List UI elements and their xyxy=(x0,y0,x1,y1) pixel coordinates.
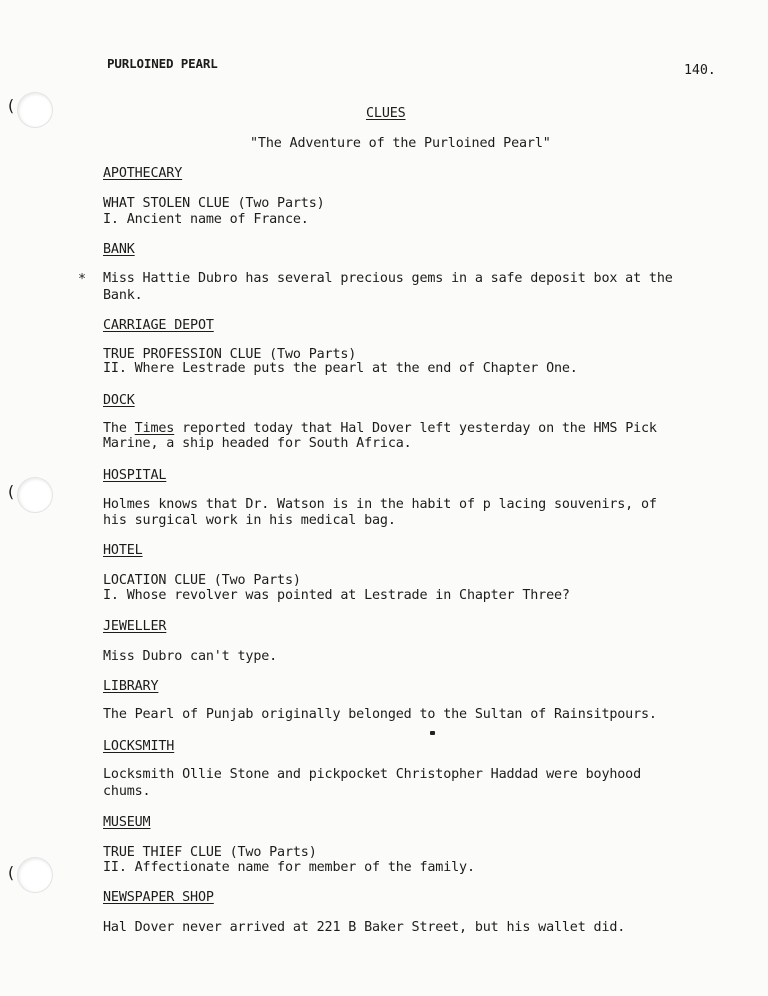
stray-ink-mark xyxy=(430,731,435,735)
section-heading-carriage-depot: CARRIAGE DEPOT xyxy=(103,318,214,333)
clue-text: The Pearl of Punjab originally belonged to the Sultan of Rainsitpours. xyxy=(103,707,657,722)
running-title: PURLOINED PEARL xyxy=(107,56,218,71)
hole-mark: ( xyxy=(6,863,16,882)
hole-mark: ( xyxy=(6,96,16,115)
clue-text: Bank. xyxy=(103,288,143,303)
section-heading-jeweller: JEWELLER xyxy=(103,619,167,634)
section-heading-hotel: HOTEL xyxy=(103,543,143,558)
page-subtitle: "The Adventure of the Purloined Pearl" xyxy=(250,136,551,151)
hole-mark: ( xyxy=(6,482,16,501)
section-heading-dock: DOCK xyxy=(103,393,135,408)
clue-text: I. Ancient name of France. xyxy=(103,212,309,227)
clue-text: chums. xyxy=(103,784,151,799)
section-heading-bank: BANK xyxy=(103,242,135,257)
section-heading-hospital: HOSPITAL xyxy=(103,468,167,483)
binder-hole-top xyxy=(17,92,53,128)
clue-text: II. Affectionate name for member of the family. xyxy=(103,860,475,875)
page-title: CLUES xyxy=(366,106,406,121)
section-heading-locksmith: LOCKSMITH xyxy=(103,739,175,754)
clue-text: Hal Dover never arrived at 221 B Baker Street, but his wallet did. xyxy=(103,920,626,935)
clue-text: TRUE THIEF CLUE (Two Parts) xyxy=(103,845,317,860)
clue-text: WHAT STOLEN CLUE (Two Parts) xyxy=(103,196,325,211)
clue-text: LOCATION CLUE (Two Parts) xyxy=(103,573,301,588)
binder-hole-middle xyxy=(17,477,53,513)
binder-hole-bottom xyxy=(17,857,53,893)
clue-text: Miss Hattie Dubro has several precious gems in a safe deposit box at the xyxy=(103,271,673,286)
page-number: 140. xyxy=(684,63,716,78)
newspaper-name: Times xyxy=(134,421,175,436)
clue-text: I. Whose revolver was pointed at Lestrade in Chapter Three? xyxy=(103,588,570,603)
section-heading-library: LIBRARY xyxy=(103,679,159,694)
section-heading-museum: MUSEUM xyxy=(103,815,151,830)
clue-text: II. Where Lestrade puts the pearl at the end of Chapter One. xyxy=(103,361,578,376)
clue-text: Locksmith Ollie Stone and pickpocket Christopher Haddad were boyhood xyxy=(103,767,642,782)
clue-text: his surgical work in his medical bag. xyxy=(103,513,396,528)
clue-text-part: reported today that Hal Dover left yesterday on the HMS Pick xyxy=(174,421,657,436)
margin-asterisk: * xyxy=(78,272,86,287)
clue-text: Holmes knows that Dr. Watson is in the habit of p lacing souvenirs, of xyxy=(103,497,657,512)
clue-text-part: The xyxy=(103,421,135,436)
clue-text: Marine, a ship headed for South Africa. xyxy=(103,436,412,451)
section-heading-newspaper-shop: NEWSPAPER SHOP xyxy=(103,890,214,905)
clue-text: Miss Dubro can't type. xyxy=(103,649,278,664)
clue-text xyxy=(103,421,657,437)
clue-text: TRUE PROFESSION CLUE (Two Parts) xyxy=(103,347,357,362)
section-heading-apothecary: APOTHECARY xyxy=(103,166,183,181)
